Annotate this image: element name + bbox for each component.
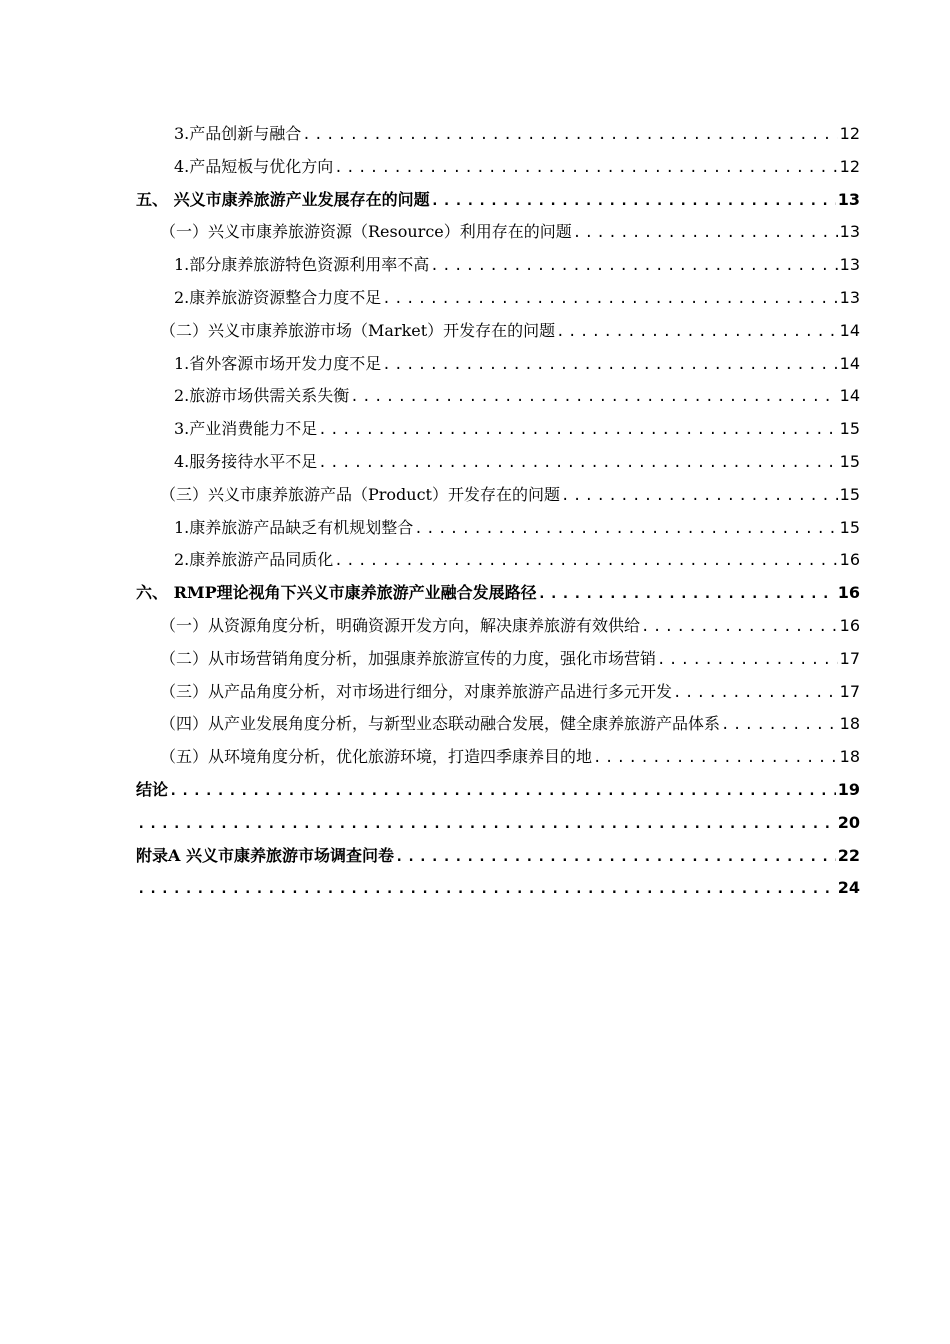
toc-page-number: 17 xyxy=(839,648,860,668)
toc-entry-title: （四）从产业发展角度分析，与新型业态联动融合发展，健全康养旅游产品体系 xyxy=(160,714,721,734)
toc-page-number: 15 xyxy=(839,419,860,439)
toc-entry[interactable] xyxy=(136,676,860,709)
toc-page-number: 12 xyxy=(839,124,860,143)
toc-entry[interactable] xyxy=(136,610,860,643)
toc-page-number: 15 xyxy=(839,517,860,537)
toc-page-number: 15 xyxy=(839,451,860,471)
toc-dot-leader xyxy=(382,283,837,315)
toc-entry-title: 结论 xyxy=(136,779,169,799)
toc-page-number: 17 xyxy=(839,681,860,701)
toc-page-number: 13 xyxy=(837,189,860,209)
toc-entry-title: 1.省外客源市场开发力度不足 xyxy=(174,353,382,373)
toc-page-number: 22 xyxy=(837,845,860,865)
toc-page-number: 19 xyxy=(837,779,860,799)
toc-entry[interactable] xyxy=(136,544,860,577)
toc-entry-title: 4.产品短板与优化方向 xyxy=(174,156,334,176)
toc-entry[interactable] xyxy=(136,216,860,249)
toc-dot-leader xyxy=(593,742,838,774)
toc-entry-title: （三）兴义市康养旅游产品（Product）开发存在的问题 xyxy=(160,484,560,504)
toc-page-number: 13 xyxy=(839,255,860,275)
toc-entry-title: （一）兴义市康养旅游资源（Resource）利用存在的问题 xyxy=(160,222,572,242)
toc-entry-title: 1.康养旅游产品缺乏有机规划整合 xyxy=(174,517,414,537)
toc-page-number: 24 xyxy=(837,878,860,898)
toc-entry-title: 3.产品创新与融合 xyxy=(174,124,302,143)
toc-dot-leader xyxy=(430,250,837,282)
toc-entry[interactable] xyxy=(136,348,860,381)
toc-page-number: 13 xyxy=(839,287,860,307)
toc-page-number: 20 xyxy=(837,812,860,832)
toc-entry[interactable] xyxy=(136,184,860,217)
toc-entry[interactable] xyxy=(136,774,860,807)
toc-entry-title: 附录A 兴义市康养旅游市场调查问卷 xyxy=(136,845,394,865)
toc-dot-leader xyxy=(334,152,837,184)
toc-dot-leader xyxy=(573,217,838,249)
toc-page-number: 14 xyxy=(839,353,860,373)
toc-entry[interactable] xyxy=(136,872,860,905)
toc-entry[interactable] xyxy=(136,807,860,840)
toc-dot-leader xyxy=(414,513,837,545)
toc-dot-leader xyxy=(318,447,837,479)
toc-page-number: 15 xyxy=(839,484,860,504)
toc-dot-leader xyxy=(334,545,837,577)
toc-dot-leader xyxy=(431,185,836,217)
toc-dot-leader xyxy=(137,873,836,905)
toc-entry[interactable] xyxy=(136,413,860,446)
toc-entry[interactable] xyxy=(136,840,860,873)
toc-entry-title: （五）从环境角度分析，优化旅游环境，打造四季康养目的地 xyxy=(160,747,593,767)
toc-entry[interactable] xyxy=(136,380,860,413)
toc-entry[interactable] xyxy=(136,479,860,512)
toc-dot-leader xyxy=(318,414,837,446)
toc-page-number: 13 xyxy=(839,222,860,242)
toc-entry-title: 3.产业消费能力不足 xyxy=(174,419,318,439)
toc-page-number: 14 xyxy=(839,386,860,406)
toc-entry-title: 2.康养旅游资源整合力度不足 xyxy=(174,287,382,307)
toc-entry[interactable] xyxy=(136,577,860,610)
toc-page-number: 12 xyxy=(839,156,860,176)
toc-dot-leader xyxy=(302,119,837,151)
table-of-contents xyxy=(136,118,860,905)
toc-entry[interactable] xyxy=(136,315,860,348)
toc-dot-leader xyxy=(395,841,836,873)
toc-entry-title: 4.服务接待水平不足 xyxy=(174,451,318,471)
toc-entry[interactable] xyxy=(136,446,860,479)
toc-page-number: 16 xyxy=(839,615,860,635)
toc-entry-title: 2.康养旅游产品同质化 xyxy=(174,550,334,570)
toc-entry-title: 五、 兴义市康养旅游产业发展存在的问题 xyxy=(136,189,430,209)
toc-entry-title: （二）兴义市康养旅游市场（Market）开发存在的问题 xyxy=(160,320,556,340)
toc-dot-leader xyxy=(382,349,837,381)
toc-entry[interactable] xyxy=(136,282,860,315)
toc-dot-leader xyxy=(556,316,837,348)
toc-entry-title: （三）从产品角度分析，对市场进行细分，对康养旅游产品进行多元开发 xyxy=(160,681,673,701)
toc-entry[interactable] xyxy=(136,708,860,741)
toc-entry[interactable] xyxy=(136,151,860,184)
toc-entry[interactable] xyxy=(136,512,860,545)
toc-dot-leader xyxy=(721,709,838,741)
toc-entry-title: 1.部分康养旅游特色资源利用率不高 xyxy=(174,255,430,275)
toc-dot-leader xyxy=(137,808,836,840)
toc-entry-title: 六、 RMP理论视角下兴义市康养旅游产业融合发展路径 xyxy=(136,583,537,603)
toc-entry-title: （一）从资源角度分析，明确资源开发方向，解决康养旅游有效供给 xyxy=(160,615,641,635)
toc-dot-leader xyxy=(561,480,838,512)
toc-dot-leader xyxy=(673,677,838,709)
toc-entry[interactable] xyxy=(136,741,860,774)
toc-page-number: 16 xyxy=(837,583,860,603)
toc-entry-title: （二）从市场营销角度分析，加强康养旅游宣传的力度，强化市场营销 xyxy=(160,648,657,668)
toc-entry[interactable] xyxy=(136,643,860,676)
toc-page-number: 18 xyxy=(839,747,860,767)
toc-dot-leader xyxy=(350,381,837,413)
toc-page-number: 14 xyxy=(839,320,860,340)
toc-page-number: 16 xyxy=(839,550,860,570)
toc-entry[interactable] xyxy=(136,249,860,282)
toc-entry-title: 2.旅游市场供需关系失衡 xyxy=(174,386,350,406)
toc-page-number: 18 xyxy=(839,714,860,734)
toc-dot-leader xyxy=(657,644,838,676)
toc-dot-leader xyxy=(641,611,838,643)
toc-dot-leader xyxy=(538,578,836,610)
toc-entry[interactable] xyxy=(136,118,860,151)
toc-dot-leader xyxy=(169,775,836,807)
